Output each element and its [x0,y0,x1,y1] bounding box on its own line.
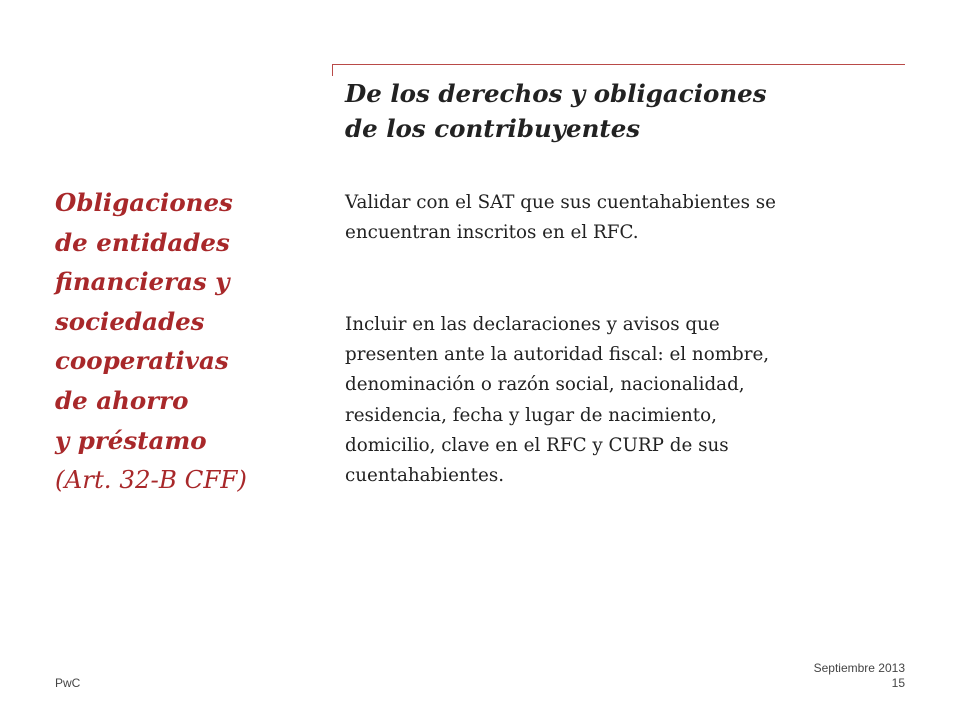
paragraph-validate-rfc [345,188,910,248]
slide-title [345,76,905,146]
page-number: 15 [891,676,905,690]
paragraph-line: denominación o razón social, nacionalidad, [345,374,745,396]
title-rule-horizontal [332,64,905,65]
paragraph-line: presenten ante la autoridad fiscal: el nombre, [345,344,770,366]
side-heading-line: de ahorro [55,385,189,415]
paragraph-line: residencia, fecha y lugar de nacimiento, [345,404,717,426]
paragraph-line: domicilio, clave en el RFC y CURP de sus [345,434,729,456]
footer-info [814,661,905,691]
paragraph-line: encuentran inscritos en el RFC. [345,222,639,244]
title-rule-vertical [332,64,333,76]
side-heading-line: Obligaciones [55,188,233,217]
footer-date: Septiembre 2013 [813,661,905,675]
side-heading-line: financieras y [55,267,230,297]
side-heading [55,183,330,500]
paragraph-line: Incluir en las declaraciones y avisos que [345,314,720,335]
side-heading-line: cooperativas [55,346,229,376]
paragraph-line: Validar con el SAT que sus cuentahabientes se [345,192,776,213]
paragraph-declarations [345,310,910,491]
side-heading-line: y préstamo [55,425,207,455]
article-reference: (Art. 32-B CFF) [55,465,247,495]
footer-brand: PwC [55,676,81,690]
slide-title-line: De los derechos y obligaciones [345,79,767,108]
side-heading-line: sociedades [55,306,205,336]
paragraph-line: cuentahabientes. [345,465,505,487]
side-heading-line: de entidades [55,227,230,257]
slide-title-line: de los contribuyentes [345,114,641,143]
